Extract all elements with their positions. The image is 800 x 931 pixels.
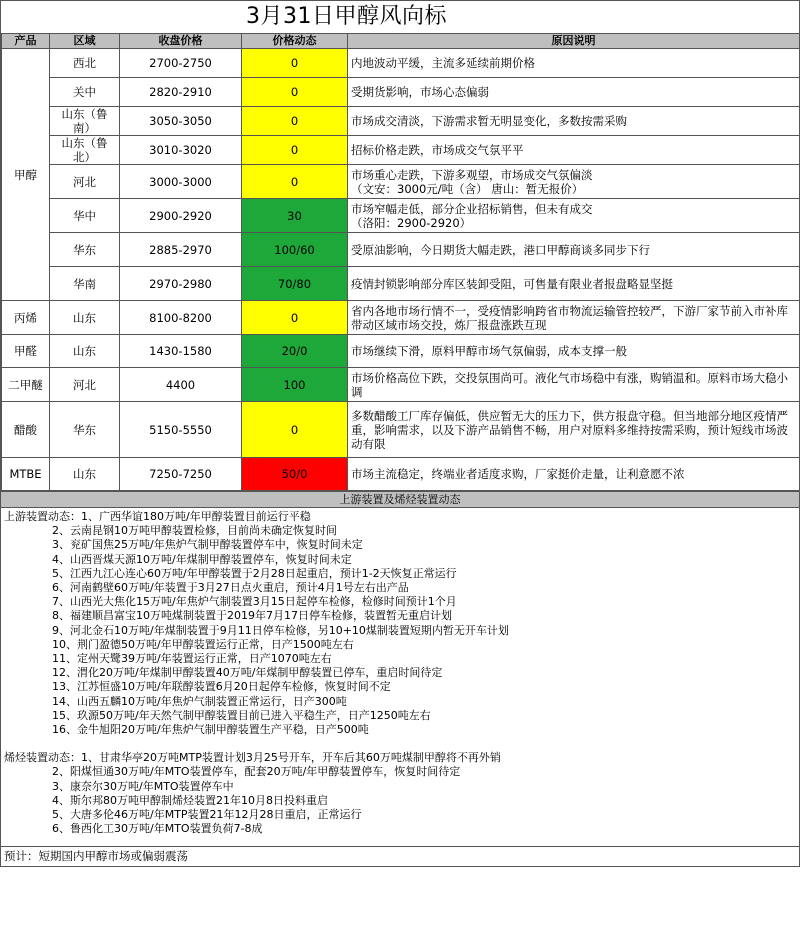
product-cell: MTBE (2, 458, 50, 491)
upstream-item: 4、山西晋煤天源10万吨/年煤制甲醇装置停车，恢复时间未定 (52, 552, 352, 566)
reason-cell: 市场价格高位下跌，交投氛围尚可。液化气市场稳中有涨，购销温和。原料市场大稳小调 (348, 368, 800, 402)
price-table (1, 34, 800, 491)
table-row (2, 458, 800, 491)
region-cell: 山东 (50, 301, 120, 335)
price-cell: 5150-5550 (120, 402, 242, 458)
upstream-list (4, 510, 796, 737)
change-cell: 0 (242, 49, 348, 78)
reason-cell: 受期货影响，市场心态偏弱 (348, 78, 800, 107)
price-cell: 4400 (120, 368, 242, 402)
upstream-item: 14、山西五麟10万吨/年焦炉气制装置正常运行，日产300吨 (52, 694, 347, 708)
header-price: 收盘价格 (120, 34, 242, 49)
product-cell: 醋酸 (2, 402, 50, 458)
upstream-item: 6、河南鹤壁60万吨/年装置于3月27日点火重启，预计4月1号左右出产品 (52, 581, 409, 595)
change-cell: 0 (242, 165, 348, 199)
table-row (2, 136, 800, 165)
region-cell: 山东 (50, 458, 120, 491)
olefin-item: 烯烃装置动态：1、甘肃华亭20万吨MTP装置计划3月25号开车，开车后其60万吨煤制甲醇将不再外销 (4, 751, 501, 765)
table-row (2, 368, 800, 402)
change-cell: 70/80 (242, 267, 348, 301)
change-cell: 20/0 (242, 335, 348, 368)
upstream-item: 8、福建顺昌富宝10万吨煤制装置于2019年7月17日停车检修，装置暂无重启计划 (52, 609, 452, 623)
change-cell: 0 (242, 136, 348, 165)
report-title (1, 1, 799, 34)
reason-cell: 市场重心走跌，下游多观望，市场成交气氛偏淡 （文安：3000元/吨（含） 唐山：暂无报价） (348, 165, 800, 199)
region-cell: 关中 (50, 78, 120, 107)
header-product: 产品 (2, 34, 50, 49)
forecast: 预计：短期国内甲醇市场或偏弱震荡 (1, 846, 799, 866)
price-cell: 2700-2750 (120, 49, 242, 78)
table-row (2, 267, 800, 301)
region-cell: 华中 (50, 199, 120, 233)
section-title: 上游装置及烯烃装置动态 (1, 491, 799, 508)
reason-cell: 内地波动平缓，主流多延续前期价格 (348, 49, 800, 78)
change-cell: 100 (242, 368, 348, 402)
price-cell: 3010-3020 (120, 136, 242, 165)
upstream-item: 15、玖源50万吨/年天然气制甲醇装置目前已进入平稳生产，日产1250吨左右 (52, 708, 431, 722)
region-cell: 山东（鲁北） (50, 136, 120, 165)
upstream-item: 上游装置动态：1、广西华谊180万吨/年甲醇装置目前运行平稳 (4, 510, 311, 523)
upstream-item: 10、荆门盈德50万吨/年甲醇装置运行正常，日产1500吨左右 (52, 637, 354, 651)
product-cell: 甲醛 (2, 335, 50, 368)
region-cell: 山东 (50, 335, 120, 368)
region-cell: 河北 (50, 165, 120, 199)
olefin-item: 5、大唐多伦46万吨/年MTP装置21年12月28日重启，正常运行 (52, 808, 362, 822)
reason-cell: 省内各地市场行情不一，受疫情影响跨省市物流运输管控较严，下游厂家节前入市补库带动区域市场交投，炼厂报盘涨跌互现 (348, 301, 800, 335)
table-row (2, 78, 800, 107)
reason-cell: 疫情封锁影响部分库区装卸受阻，可售量有限业者报盘略显坚挺 (348, 267, 800, 301)
product-cell: 二甲醚 (2, 368, 50, 402)
reason-cell: 市场窄幅走低，部分企业招标销售，但未有成交 （洛阳：2900-2920） (348, 199, 800, 233)
table-row (2, 335, 800, 368)
notes-block (1, 508, 799, 846)
upstream-item: 9、河北金石10万吨/年煤制装置于9月11日停车检修，另10+10煤制装置短期内暂无开车计划 (52, 623, 509, 637)
header-region: 区域 (50, 34, 120, 49)
reason-cell: 市场继续下滑，原料甲醇市场气氛偏弱，成本支撑一般 (348, 335, 800, 368)
table-row (2, 402, 800, 458)
upstream-item: 13、江苏恒盛10万吨/年联醇装置6月20日起停车检修，恢复时间不定 (52, 680, 391, 694)
reason-cell: 市场主流稳定，终端业者适度求购，厂家挺价走量，让利意愿不浓 (348, 458, 800, 491)
change-cell: 30 (242, 199, 348, 233)
upstream-item: 2、云南昆钢10万吨甲醇装置检修，目前尚未确定恢复时间 (52, 524, 337, 538)
header-change: 价格动态 (242, 34, 348, 49)
price-cell: 3050-3050 (120, 107, 242, 136)
price-cell: 7250-7250 (120, 458, 242, 491)
table-row (2, 233, 800, 267)
title-text: 3月31日甲醇风向标 (246, 4, 447, 29)
olefin-item: 4、斯尔邦80万吨甲醇制烯烃装置21年10月8日投料重启 (52, 793, 328, 807)
upstream-item: 16、金牛旭阳20万吨/年焦炉气制甲醇装置生产平稳，日产500吨 (52, 723, 369, 737)
price-table-body (2, 49, 800, 491)
upstream-item: 11、定州天鹭39万吨/年装置运行正常，日产1070吨左右 (52, 652, 332, 666)
reason-cell: 招标价格走跌，市场成交气氛平平 (348, 136, 800, 165)
region-cell: 华东 (50, 402, 120, 458)
olefin-list (4, 751, 796, 836)
change-cell: 0 (242, 107, 348, 136)
table-row (2, 49, 800, 78)
change-cell: 100/60 (242, 233, 348, 267)
header-reason: 原因说明 (348, 34, 800, 49)
product-cell: 甲醇 (2, 49, 50, 301)
price-cell: 2900-2920 (120, 199, 242, 233)
upstream-item: 3、兖矿国焦25万吨/年焦炉气制甲醇装置停车中，恢复时间未定 (52, 538, 363, 552)
reason-cell: 受原油影响，今日期货大幅走跌，港口甲醇商谈多同步下行 (348, 233, 800, 267)
region-cell: 华东 (50, 233, 120, 267)
price-cell: 1430-1580 (120, 335, 242, 368)
region-cell: 河北 (50, 368, 120, 402)
olefin-item: 6、鲁西化工30万吨/年MTO装置负荷7-8成 (52, 822, 263, 836)
table-row (2, 301, 800, 335)
price-cell: 3000-3000 (120, 165, 242, 199)
upstream-item: 7、山西光大焦化15万吨/年焦炉气制装置3月15日起停车检修，检修时间预计1个月 (52, 595, 457, 609)
table-row (2, 107, 800, 136)
table-row (2, 165, 800, 199)
upstream-item: 5、江西九江心连心60万吨/年甲醇装置于2月28日起重启，预计1-2天恢复正常运行 (52, 566, 457, 580)
price-cell: 2885-2970 (120, 233, 242, 267)
change-cell: 0 (242, 301, 348, 335)
price-cell: 2820-2910 (120, 78, 242, 107)
region-cell: 华南 (50, 267, 120, 301)
change-cell: 50/0 (242, 458, 348, 491)
upstream-item: 12、渭化20万吨/年煤制甲醇装置40万吨/年煤制甲醇装置已停车，重启时间待定 (52, 666, 443, 680)
region-cell: 西北 (50, 49, 120, 78)
reason-cell: 市场成交清淡，下游需求暂无明显变化，多数按需采购 (348, 107, 800, 136)
olefin-item: 2、阳煤恒通30万吨/年MTO装置停车，配套20万吨/年甲醇装置停车，恢复时间待定 (52, 765, 461, 779)
price-cell: 2970-2980 (120, 267, 242, 301)
reason-cell: 多数醋酸工厂库存偏低，供应暂无大的压力下，供方报盘守稳。但当地部分地区疫情严重，影响需求，以及下游产品销售不畅，用户对原料多维持按需采购，预计短线市场波动有限 (348, 402, 800, 458)
region-cell: 山东（鲁南） (50, 107, 120, 136)
table-row (2, 199, 800, 233)
olefin-item: 3、康奈尔30万吨/年MTO装置停车中 (52, 779, 234, 793)
price-cell: 8100-8200 (120, 301, 242, 335)
change-cell: 0 (242, 78, 348, 107)
change-cell: 0 (242, 402, 348, 458)
product-cell: 丙烯 (2, 301, 50, 335)
